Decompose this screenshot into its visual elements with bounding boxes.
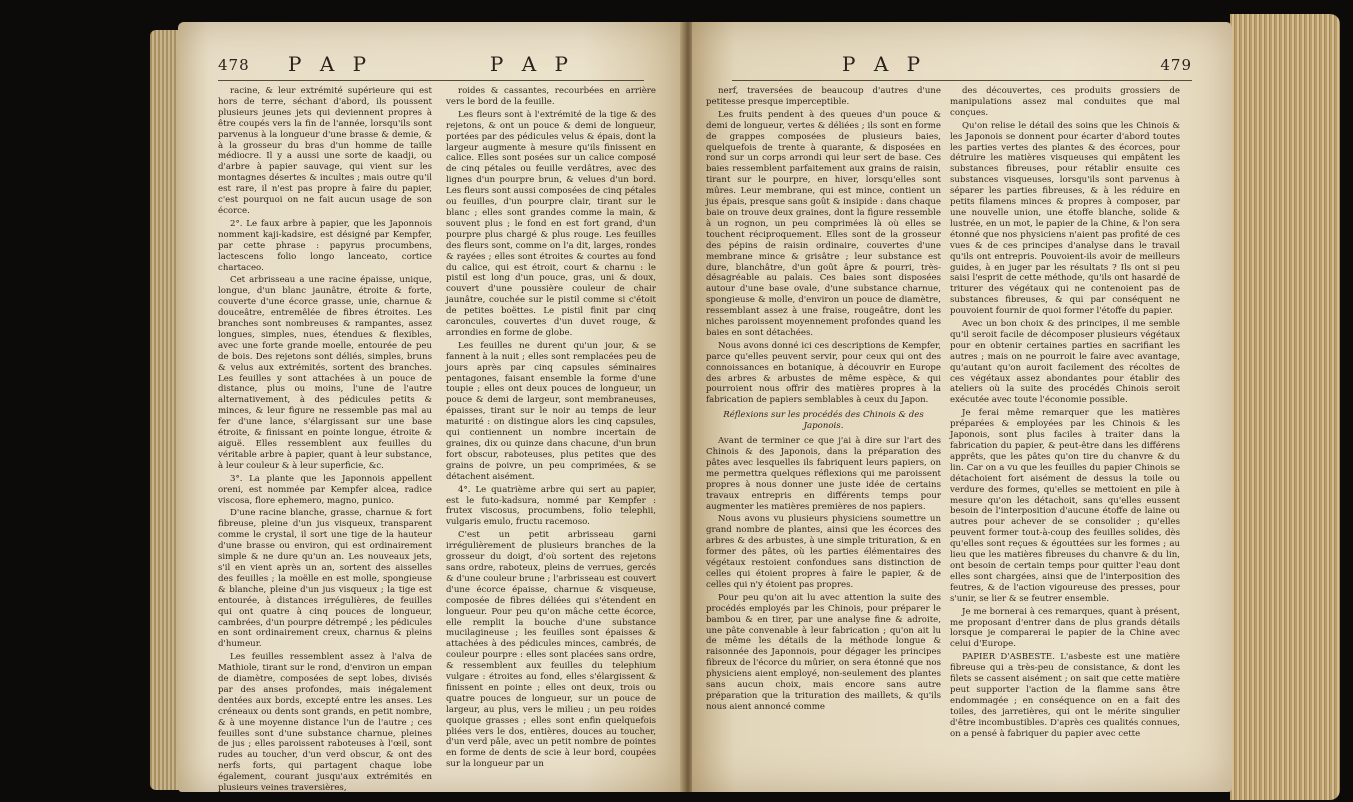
paragraph: Pour peu qu'on ait lu avec attention la suite des procédés employés par les Chinois, pour préparer le bambou & en tirer, par une analyse fine & adroite, une pâte convenable à leur fabrication ; qu'on ait lu de même les détails de la méthode longue & raisonnée des Japonnois, pour dégager les principes fibreux de l'écorce du mûrier, on sera étonné que nos physiciens aient employé, non-seulement des plantes sans aucun choix, mais encore sans autre préparation que la trituration des maillets, & qu'ils nous aient annoncé comme	[706, 592, 941, 712]
paragraph: Qu'on relise le détail des soins que les Chinois & les Japonois se donnent pour écarter d'abord toutes les parties vertes des plantes & des écorces, pour détruire les matières visqueuses qui empâtent les substances fibreuses, pour rétablir ensuite ces substances visqueuses, lorsqu'ils sont parvenus à séparer les parties fibreuses, & à les réduire en petits filamens minces & propres à composer, par une nouvelle union, une étoffe blanche, solide & lustrée, en un mot, le papier de la Chine, & l'on sera étonné que nos physiciens n'aient pas profité de ces vues & de ces principes d'analyse dans le travail qu'ils ont entrepris. Pouvoient-ils avoir de meilleurs guides, à en juger par les résultats ? Ils ont si peu saisi l'esprit de cette méthode, qu'ils ont hasardé de triturer des végétaux qui ne contenoient pas de substances fibreuses, & qui par conséquent ne pouvoient fournir de quoi former l'étoffe du papier.	[950, 120, 1180, 317]
right-running-header	[732, 52, 1192, 78]
header-rule	[732, 80, 1192, 81]
left-column-2	[446, 86, 656, 778]
paragraph: des découvertes, ces produits grossiers de manipulations assez mal conduites que mal conçues.	[950, 86, 1180, 118]
paragraph: 3°. La plante que les Japonnois appellent oreni, est nommée par Kempfer alcea, radice viscosa, flore ephemero, magno, punico.	[218, 473, 432, 506]
right-column-2	[950, 86, 1180, 778]
paragraph: Avant de terminer ce que j'ai à dire sur l'art des Chinois & des Japonois, dans la préparation des pâtes avec lesquelles ils fabriquent leurs papiers, on me permettra quelques réflexions qui me paroissent propres à nous donner une juste idée de certains travaux entrepris en différents temps pour augmenter les matières premières de nos papiers.	[706, 436, 941, 512]
paragraph: Avec un bon choix & des principes, il me semble qu'il seroit facile de décomposer plusieurs végétaux pour en obtenir certaines parties en sacrifiant les autres ; mais on ne pourroit le faire avec avantage, qu'autant qu'on auroit facilement des récoltes de ces végétaux assez abondantes pour établir des ateliers où la suite des procédés Chinois seroit exécutée avec toute l'économie possible.	[950, 319, 1180, 406]
paragraph: roides & cassantes, recourbées en arrière vers le bord de la feuille.	[446, 86, 656, 107]
section-heading: Réflexions sur les procédés des Chinois & des Japonois.	[723, 410, 924, 432]
left-header-word-1: P A P	[288, 52, 373, 76]
header-rule	[218, 80, 644, 81]
right-page-edges	[1230, 14, 1340, 800]
paragraph: Les feuilles ne durent qu'un jour, & se fannent à la nuit ; elles sont remplacées peu de jours après par cinq capsules séminaires pentagones, faisant ensemble la forme d'une toupie ; elles ont deux pouces de longueur, un pouce & demi de largeur, sont membraneuses, épaisses, tirant sur le noir au temps de leur maturité : on distingue alors les cinq capsules, qui contiennent un nombre incertain de graines, dix ou quinze dans chacune, d'un brun fort obscur, raboteuses, plus petites que des grains de poivre, un peu comprimées, & se détachent aisément.	[446, 340, 656, 482]
paragraph: 2°. Le faux arbre à papier, que les Japonnois nomment kaji-kadsire, est désigné par Kempfer, par cette phrase : papyrus procumbens, lactescens folio longo lanceato, cortice chartaceo.	[218, 218, 432, 273]
left-page-number: 478	[218, 56, 250, 74]
paragraph: D'une racine blanche, grasse, charnue & fort fibreuse, pleine d'un jus visqueux, transparent comme le crystal, il sort une tige de la hauteur d'une brasse ou environ, qui est ordinairement simple & ne dure qu'un an. Les nouveaux jets, s'il en vient après un an, sortent des aisselles des feuilles ; la moëlle en est molle, spongieuse & blanche, pleine d'un jus visqueux ; la tige est entourée, à distances irrégulières, de feuilles qui ont quatre à cinq pouces de longueur, cambrées, d'un pourpre détrempé ; les pédicules en sont ordinairement creux, charnus & pleins d'humeur.	[218, 508, 432, 650]
paragraph: Nous avons vu plusieurs physiciens soumettre un grand nombre de plantes, ainsi que les écorces des arbres & des arbustes, à une simple trituration, & en former des pâtes, où les parties élémentaires des végétaux restoient confondues sans distinction de celles qui étoient propres à faire le papier, & de celles qui n'y étoient pas propres.	[706, 514, 941, 590]
left-column-1	[218, 86, 432, 794]
paragraph: Les fruits pendent à des queues d'un pouce & demi de longueur, vertes & déliées ; ils sont en forme de grappes composées de plusieurs baies, quelquefois de trente à quarante, & disposées en rond sur un corps arrondi qui leur sert de base. Ces baies ressemblent parfaitement aux grains de raisin, tirant sur le pourpre, en hiver, lorsqu'elles sont mûres. Leur membrane, qui est mince, contient un jus épais, presque sans goût & insipide : dans chaque baie on trouve deux graines, dont la figure ressemble à un rognon, un peu comprimées là où elles se touchent réciproquement. Elles sont de la grosseur des pépins de raisin ordinaire, couvertes d'une membrane mince & grisâtre ; leur substance est dure, blanchâtre, d'un goût âpre & pourri, très-désagréable au palais. Ces baies sont disposées autour d'une base ovale, d'une substance charnue, spongieuse & molle, d'environ un pouce de diamètre, ressemblant assez à une fraise, rougeâtre, dont les niches paroissent moyennement profondes quand les baies en sont détachées.	[706, 109, 941, 338]
paragraph: nerf, traversées de beaucoup d'autres d'une petitesse presque imperceptible.	[706, 86, 941, 107]
paragraph: racine, & leur extrémité supérieure qui est hors de terre, séchant d'abord, ils poussent plusieurs jeunes jets qui deviennent propres à être coupés vers la fin de l'année, lorsqu'ils sont parvenus à la longueur d'une brasse & demie, & à la grosseur du bras d'un homme de taille médiocre. Il y a aussi une sorte de kaadji, ou d'arbre à papier sauvage, qui vient sur les montagnes désertes & incultes ; mais outre qu'il est rare, il n'est pas propre à faire du papier, c'est pourquoi on ne fait aucun usage de son écorce.	[218, 86, 432, 216]
paragraph: PAPIER D'ASBESTE. L'asbeste est une matière fibreuse qui a très-peu de consistance, & dont les filets se cassent aisément ; on sait que cette matière peut supporter l'action de la flamme sans être endommagée ; en conséquence on en a fait des toiles, des jarretières, qui ont le mérite singulier d'être incombustibles. D'après ces qualités connues, on a pensé à fabriquer du papier avec cette	[950, 652, 1180, 739]
paragraph: Les fleurs sont à l'extrémité de la tige & des rejetons, & ont un pouce & demi de longueur, portées par des pédicules velus & épais, dont la largeur augmente à mesure qu'ils finissent en calice. Elles sont posées sur un calice composé de cinq pétales ou feuille verdâtres, avec des lignes d'un pourpre brun, & velues d'un bord. Les fleurs sont aussi composées de cinq pétales ou feuilles, d'un pourpre clair, tirant sur le blanc ; elles sont grandes comme la main, & souvent plus ; le fond en est fort grand, d'un pourpre plus chargé & plus rouge. Les feuilles des fleurs sont, comme on l'a dit, larges, rondes & rayées ; elles sont étroites & courtes au fond du calice, qui est étroit, court & charnu : le pistil est long d'un pouce, gras, uni & doux, couvert d'une poussière couleur de chair jaunâtre, couchée sur le pistil comme si c'étoit de petites boëttes. Le pistil finit par cinq caroncules, couvertes d'un duvet rouge, & arrondies en forme de globe.	[446, 109, 656, 338]
left-page-edges	[150, 30, 180, 790]
right-header-word: P A P	[842, 52, 927, 76]
right-column-1	[706, 86, 941, 778]
paragraph: Je ferai même remarquer que les matières préparées & employées par les Chinois & les Japonois, sont plus faciles à traiter dans la fabrication du papier, & peut-être dans les différens apprêts, que les pâtes qu'on tire du chanvre & du lin. Car on a vu que les feuilles du papier Chinois se détachoient fort aisément de dessus la toile ou verdure des formes, qu'elles se mettoient en pile à mesure qu'on les détachoit, sans qu'elles eussent besoin de l'interposition d'aucune étoffe de laine ou autres pour achever de se consolider ; qu'elles peuvent former tout-à-coup des feuilles solides, dès qu'elles sont reçues & égouttées sur les formes ; au lieu que les matières fibreuses du chanvre & du lin, ont besoin de certain temps pour quitter l'eau dont elles sont chargées, ainsi que de l'interposition des feutres, & de l'action vigoureuse des presses, pour s'unir, se lier & se feutrer ensemble.	[950, 408, 1180, 604]
left-running-header	[218, 52, 644, 78]
left-header-word-2: P A P	[489, 52, 574, 76]
paragraph: C'est un petit arbrisseau garni irrégulièrement de plusieurs branches de la grosseur du doigt, d'où sortent des rejetons sans ordre, raboteux, pleins de verrues, gercés & d'une couleur brune ; l'arbrisseau est couvert d'une écorce épaisse, charnue & visqueuse, composée de fibres déliées qui s'étendent en longueur. Pour peu qu'on mâche cette écorce, elle remplit la bouche d'une substance mucilagineuse ; les feuilles sont épaisses & attachées à des pédicules minces, cambrés, de couleur pourpre : elles sont placées sans ordre, & ressemblent aux feuilles du telephium vulgare : étroites au fond, elles s'élargissent & finissent en pointe ; elles ont deux, trois ou quatre pouces de longueur, sur un pouce de largeur, au plus, vers le milieu ; un peu roides quoique grasses ; elles sont enfin quelquefois pliées vers le dos, entières, douces au toucher, d'un verd pâle, avec un petit nombre de pointes en forme de dents de scie à leur bord, coupées sur la longueur par un	[446, 530, 656, 770]
right-page	[692, 22, 1232, 792]
left-page	[178, 22, 684, 792]
paragraph: 4°. Le quatrième arbre qui sert au papier, est le futo-kadsura, nommé par Kempfer : frutex viscosus, procumbens, folio telephii, vulgaris emulo, fructu racemoso.	[446, 484, 656, 528]
paragraph: Nous avons donné ici ces descriptions de Kempfer, parce qu'elles peuvent servir, pour ceux qui ont des connoissances en botanique, à découvrir en Europe des arbres & arbustes de même espèce, & qui pourroient nous offrir des matières propres à la fabrication de papiers semblables à ceux du Japon.	[706, 340, 941, 406]
right-page-number: 479	[1160, 56, 1192, 74]
paragraph: Les feuilles ressemblent assez à l'alva de Mathiole, tirant sur le rond, d'environ un empan de diamètre, composées de sept lobes, divisés par des anses profondes, mais inégalement dentées aux bords, excepté entre les anses. Les créneaux ou dents sont grands, en petit nombre, & à une moyenne distance l'un de l'autre ; ces feuilles sont d'une substance charnue, pleines de jus ; elles paroissent raboteuses à l'œil, sont rudes au toucher, d'un verd obscur, & ont des nerfs forts, qui partagent chaque lobe également, courant jusqu'aux extrémités en plusieurs veines traversières,	[218, 652, 432, 794]
paragraph: Je me bornerai à ces remarques, quant à présent, me proposant d'entrer dans de plus grands détails lorsque je comparerai le papier de la Chine avec celui d'Europe.	[950, 606, 1180, 650]
paragraph: Cet arbrisseau a une racine épaisse, unique, longue, d'un blanc jaunâtre, étroite & forte, couverte d'une écorce grasse, unie, charnue & douceâtre, entremêlée de fibres étroites. Les branches sont nombreuses & rampantes, assez longues, simples, nues, étendues & flexibles, avec une forte grande moelle, entourée de peu de bois. Des rejetons sont déliés, simples, bruns & velus aux extrémités, sortent des branches. Les feuilles y sont attachées à un pouce de distance, plus ou moins, l'une de l'autre alternativement, à des pédicules petits & minces, & leur figure ne ressemble pas mal au fer d'une lance, s'élargissant sur une base étroite, & finissant en pointe longue, étroite & aiguë. Elles ressemblent aux feuilles du véritable arbre à papier, quant à leur substance, à leur couleur & à leur superficie, &c.	[218, 275, 432, 471]
